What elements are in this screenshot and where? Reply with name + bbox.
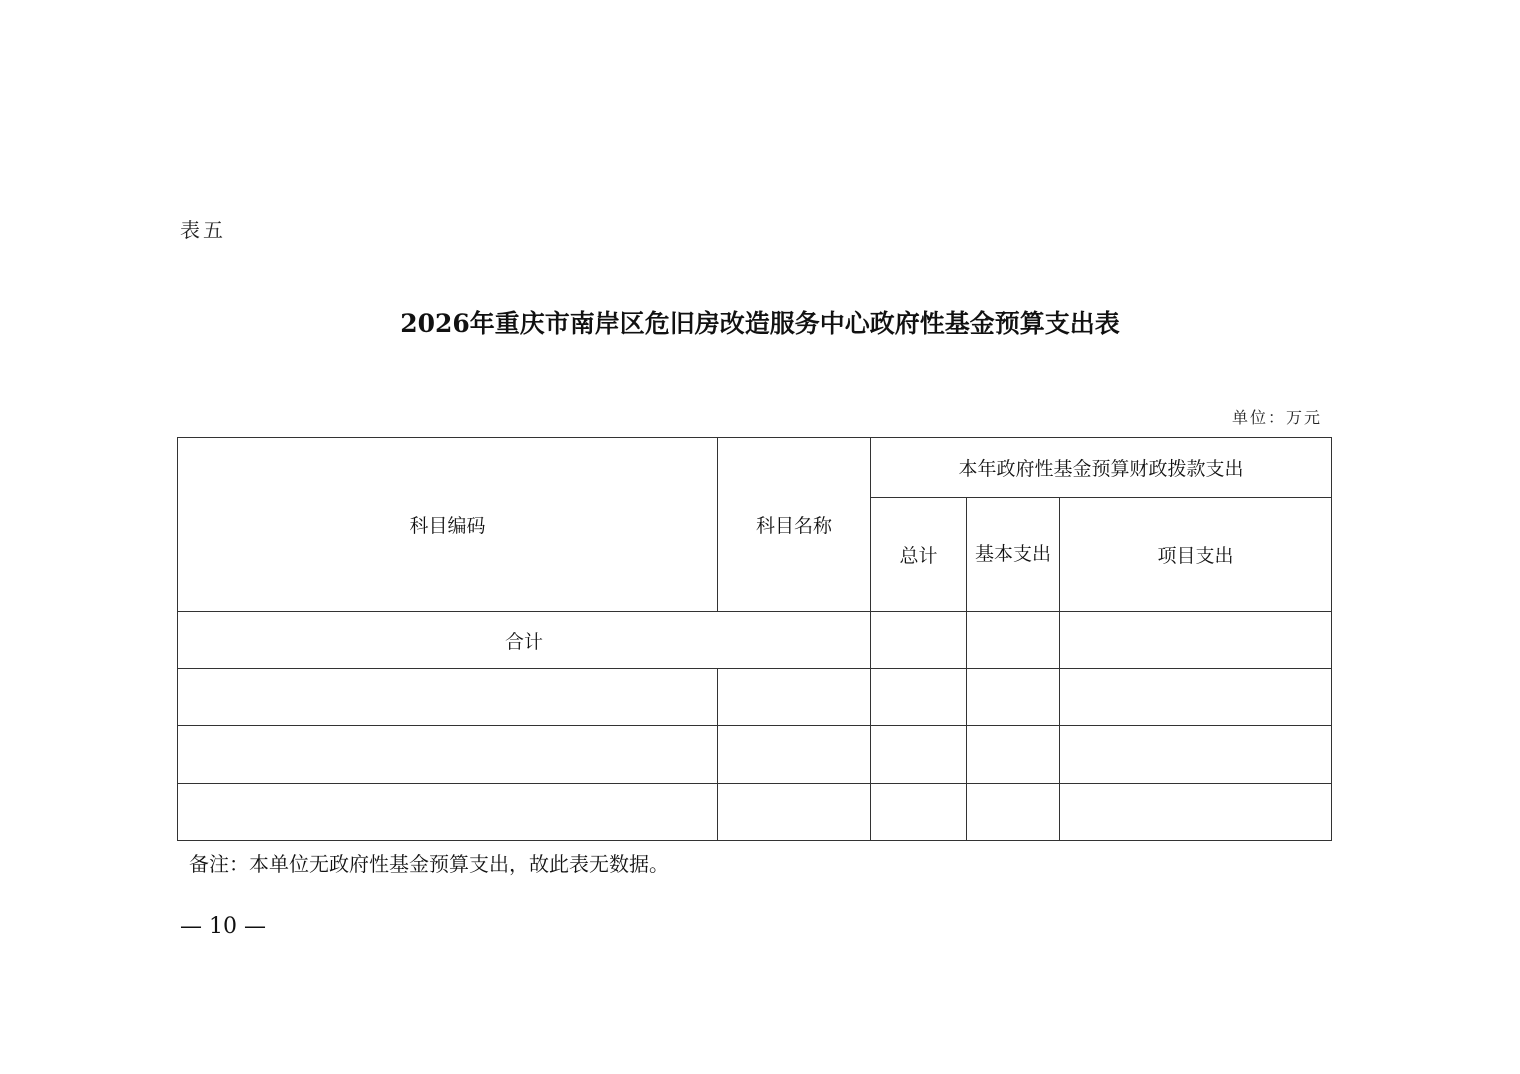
row-code — [178, 669, 718, 726]
row-basic — [967, 784, 1060, 841]
document-title: 2026年重庆市南岸区危旧房改造服务中心政府性基金预算支出表 — [400, 309, 1120, 338]
total-row-label: 合计 — [178, 612, 871, 669]
row-total — [871, 726, 967, 784]
table-row — [178, 669, 1332, 726]
table-label: 表五 — [180, 218, 226, 242]
header-name: 科目名称 — [718, 438, 871, 612]
row-name — [718, 726, 871, 784]
row-basic — [967, 669, 1060, 726]
header-group: 本年政府性基金预算财政拨款支出 — [871, 438, 1332, 498]
row-code — [178, 726, 718, 784]
header-project: 项目支出 — [1060, 498, 1332, 612]
header-basic: 基本支出 — [967, 498, 1060, 612]
header-code: 科目编码 — [178, 438, 718, 612]
total-row — [178, 612, 1332, 669]
row-basic — [967, 726, 1060, 784]
unit-label: 单位：万元 — [1231, 408, 1322, 427]
row-name — [718, 669, 871, 726]
budget-table — [177, 437, 1332, 841]
row-total — [871, 669, 967, 726]
header-total: 总计 — [871, 498, 967, 612]
total-row-project — [1060, 612, 1332, 669]
row-total — [871, 784, 967, 841]
page-number: — 10 — — [180, 914, 266, 939]
row-name — [718, 784, 871, 841]
total-row-total — [871, 612, 967, 669]
remark-note: 备注：本单位无政府性基金预算支出，故此表无数据。 — [189, 852, 669, 876]
total-row-basic — [967, 612, 1060, 669]
row-project — [1060, 784, 1332, 841]
header-row-1 — [178, 438, 1332, 498]
table-row — [178, 784, 1332, 841]
row-project — [1060, 726, 1332, 784]
row-code — [178, 784, 718, 841]
table-row — [178, 726, 1332, 784]
row-project — [1060, 669, 1332, 726]
